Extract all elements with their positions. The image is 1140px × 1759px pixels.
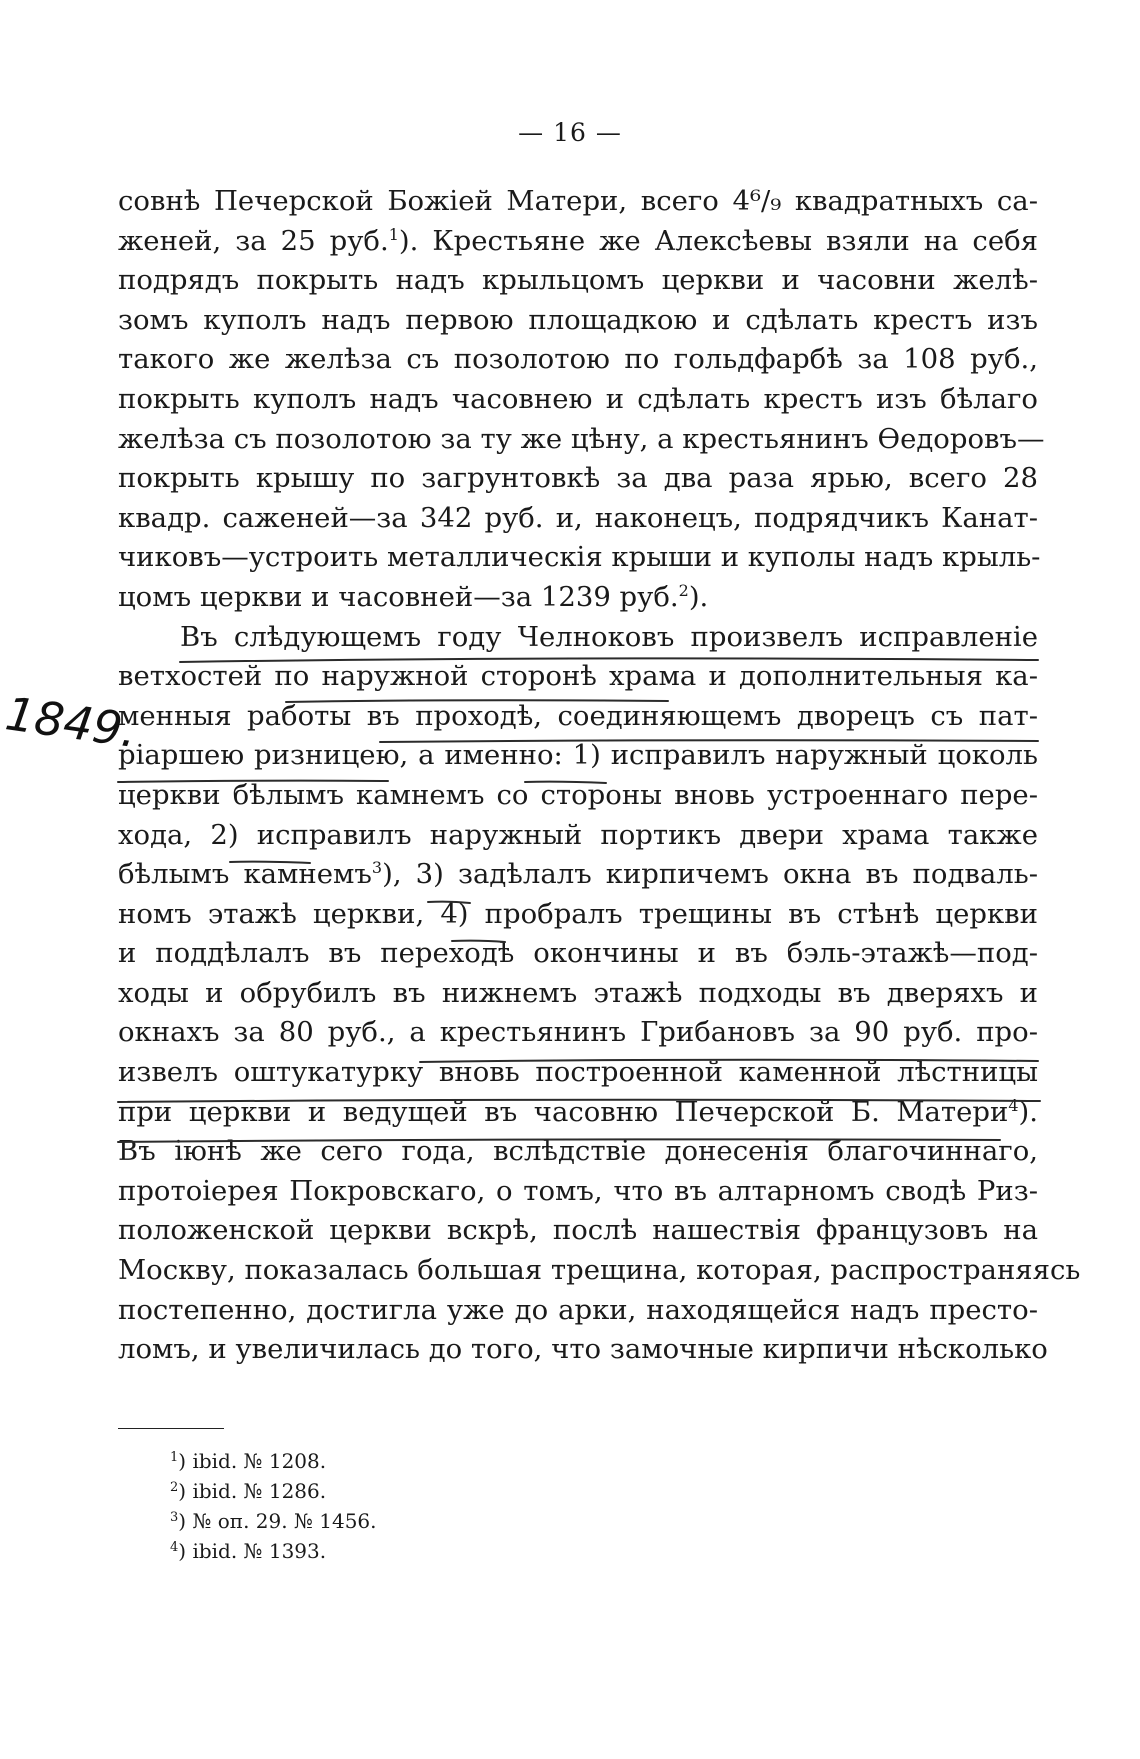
text-line [118,895,1038,935]
footnote-separator [118,1428,224,1429]
footnote [170,1446,377,1476]
footnote-text: ) № оп. 29. № 1456. [178,1509,377,1533]
line-text: Въ слѣдующемъ году Челноковъ произвелъ исправленiе [180,620,1038,653]
line-text: извелъ оштукатурку вновь построенной каменной лѣстницы [118,1056,1038,1089]
page-number: — 16 — [518,118,622,147]
footnotes [170,1446,377,1566]
line-text: подрядъ покрыть надъ крыльцомъ церкви и часовни желѣ- [118,264,1038,297]
text-line [118,459,1038,499]
line-text: номъ этажѣ церкви, 4) пробралъ трещины въ стѣнѣ церкви [118,897,1038,930]
footnote-number: 3 [170,1510,179,1525]
line-text: постепенно, достигла уже до арки, находящейся надъ престо- [118,1293,1038,1326]
footnote [170,1536,377,1566]
footnote [170,1476,377,1506]
text-line [118,1093,1038,1133]
line-text-continued: ). [688,580,709,613]
footnote [170,1506,377,1536]
line-text: менныя работы въ проходѣ, соединяющемъ дворецъ съ пат- [118,699,1038,732]
text-line [118,1251,1081,1291]
line-text: рiаршею ризницею, а именно: 1) исправилъ наружный цоколь [118,739,1038,772]
text-line [118,538,1041,578]
line-text-continued: ), 3) задѣлалъ кирпичемъ окна въ подваль- [382,858,1038,891]
line-text: бѣлымъ камнемъ [118,858,372,891]
line-text: и поддѣлалъ въ переходѣ окончины и въ бэль-этажѣ—под- [118,937,1038,970]
text-line [118,1291,1038,1331]
text-line [118,974,1038,1014]
text-line [118,1132,1038,1172]
text-line [118,697,1038,737]
line-text: ломъ, и увеличилась до того, что замочные кирпичи нѣсколько [118,1333,1048,1366]
line-text: зомъ куполъ надъ первою площадкою и сдѣлать крестъ изъ [118,303,1038,336]
text-line [118,380,1038,420]
footnote-mark: 4 [1008,1095,1019,1115]
text-line [118,301,1038,341]
line-text: чиковъ—устроить металлическiя крыши и куполы надъ крыль- [118,541,1041,574]
line-text: цомъ церкви и часовней—за 1239 руб. [118,580,679,613]
text-line [118,340,1038,380]
text-line [118,578,1038,618]
line-text: при церкви и ведущей въ часовню Печерской Б. Матери [118,1095,1009,1128]
text-line [118,776,1038,816]
line-text: квадр. саженей—за 342 руб. и, наконецъ, подрядчикъ Канат- [118,501,1038,534]
line-text: ходы и обрубилъ въ нижнемъ этажѣ подходы въ дверяхъ и [118,976,1038,1009]
handwritten-margin-note: 1849. [2,686,141,759]
footnote-text: ) ibid. № 1286. [178,1479,327,1503]
footnote-number: 2 [170,1480,179,1495]
text-line [118,499,1038,539]
footnote-mark: 1 [388,224,399,244]
text-line [118,420,1045,460]
text-line [118,222,1038,262]
text-line [118,855,1038,895]
line-text: совнѣ Печерской Божiей Матери, всего 4⁶/₉ квадратныхъ са- [118,185,1038,217]
line-text: Москву, показалась большая трещина, которая, распространяясь [118,1254,1081,1287]
text-line [118,1013,1038,1053]
line-text: покрыть крышу по загрунтовкѣ за два раза ярью, всего 28 [118,462,1038,495]
text-line [118,736,1038,776]
line-text-continued: ). [1018,1095,1038,1128]
line-text: положенской церкви вскрѣ, послѣ нашествiя французовъ на [118,1214,1038,1247]
text-line [118,1211,1038,1251]
text-line [118,816,1038,856]
line-text: покрыть куполъ надъ часовнею и сдѣлать крестъ изъ бѣлаго [118,382,1038,415]
line-text-continued: ). Крестьяне же Алексѣевы взяли на себя [398,224,1038,257]
footnote-mark: 3 [371,858,383,878]
footnote-number: 1 [170,1450,179,1465]
line-text: желѣза съ позолотою за ту же цѣну, а крестьянинъ Өедоровъ— [118,422,1045,455]
line-text: Въ iюнѣ же сего года, вслѣдствiе донесенiя благочиннаго, [118,1135,1038,1168]
line-text: ветхостей по наружной сторонѣ храма и дополнительныя ка- [118,660,1038,693]
text-line [118,261,1038,301]
footnote-mark: 2 [678,580,689,600]
text-line [118,934,1038,974]
text-line [118,1330,1048,1370]
text-line [118,1053,1038,1093]
text-line [118,1172,1038,1212]
text-line [118,618,1038,658]
line-text: протоiерея Покровскаго, о томъ, что въ алтарномъ сводѣ Риз- [118,1174,1038,1207]
line-text: окнахъ за 80 руб., а крестьянинъ Грибановъ за 90 руб. про- [118,1016,1038,1049]
text-line [118,182,1038,222]
line-text: церкви бѣлымъ камнемъ со стороны вновь устроеннаго пере- [118,778,1038,811]
line-text: женей, за 25 руб. [118,224,389,257]
line-text: такого же желѣза съ позолотою по гольдфарбѣ за 108 руб., [118,343,1038,376]
footnote-number: 4 [170,1540,179,1555]
footnote-text: ) ibid. № 1393. [178,1539,327,1563]
line-text: хода, 2) исправилъ наружный портикъ двери храма также [118,818,1038,851]
footnote-text: ) ibid. № 1208. [178,1449,327,1473]
text-line [118,657,1038,697]
body-text [118,182,1081,1370]
